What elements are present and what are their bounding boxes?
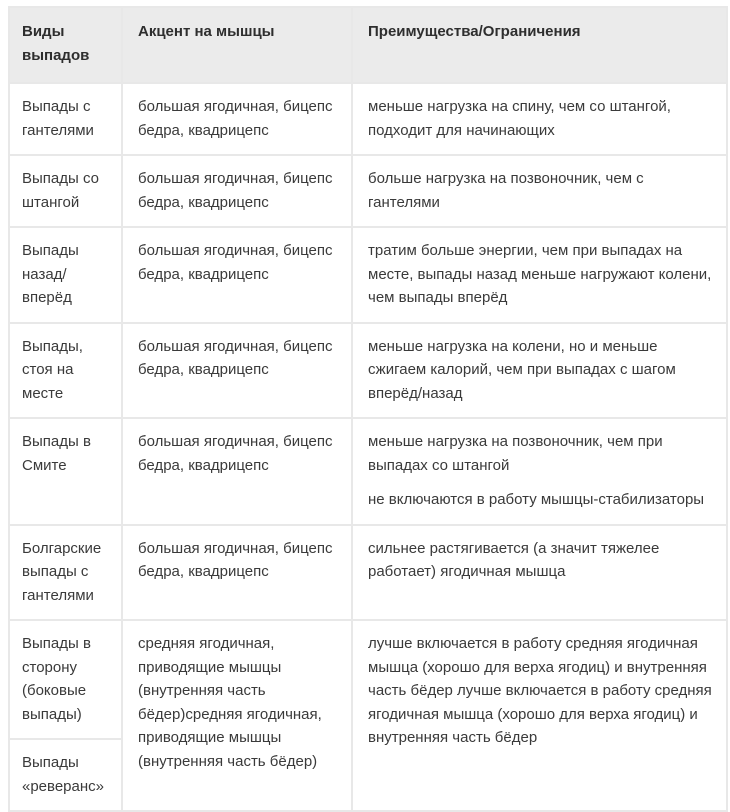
table-header-row bbox=[9, 7, 727, 83]
table-row bbox=[9, 227, 727, 323]
cell-target-muscles: большая ягодичная, бицепс бедра, квадрицепс bbox=[122, 323, 352, 419]
header-lunge-type: Виды выпадов bbox=[9, 7, 122, 83]
table-row bbox=[9, 620, 727, 739]
pros-cons-text: лучше включается в работу средняя ягодичная мышца (хорошо для верха ягодиц) и внутренняя часть бёдер лучше включается в работу средняя ягодичная мышца (хорошо для верха ягодиц) и внутренняя часть бёдер bbox=[368, 635, 712, 746]
cell-target-muscles: большая ягодичная, бицепс бедра, квадрицепс bbox=[122, 83, 352, 155]
cell-lunge-type: Выпады со штангой bbox=[9, 155, 122, 227]
pros-cons-text: меньше нагрузка на позвоночник, чем при выпадах со штангой bbox=[368, 433, 663, 474]
cell-lunge-type: Выпады назад/ вперёд bbox=[9, 227, 122, 323]
pros-cons-text: сильнее растягивается (а значит тяжелее работает) ягодичная мышца bbox=[368, 539, 660, 580]
cell-lunge-type: Выпады «реверанс» bbox=[9, 739, 122, 811]
pros-cons-text: меньше нагрузка на спину, чем со штангой, подходит для начинающих bbox=[368, 98, 671, 139]
table-row bbox=[9, 83, 727, 155]
cell-target-muscles: большая ягодичная, бицепс бедра, квадрицепс bbox=[122, 418, 352, 525]
cell-pros-cons bbox=[352, 323, 727, 419]
cell-target-muscles: большая ягодичная, бицепс бедра, квадрицепс bbox=[122, 155, 352, 227]
cell-lunge-type: Выпады в Смите bbox=[9, 418, 122, 525]
pros-cons-text: больше нагрузка на позвоночник, чем с гантелями bbox=[368, 170, 644, 211]
table-row bbox=[9, 418, 727, 525]
table-row bbox=[9, 155, 727, 227]
cell-pros-cons bbox=[352, 620, 727, 811]
cell-target-muscles: большая ягодичная, бицепс бедра, квадрицепс bbox=[122, 525, 352, 621]
table-row bbox=[9, 323, 727, 419]
lunges-table-container bbox=[8, 6, 726, 812]
header-target-muscles: Акцент на мышцы bbox=[122, 7, 352, 83]
pros-cons-text: меньше нагрузка на колени, но и меньше сжигаем калорий, чем при выпадах с шагом вперёд/назад bbox=[368, 337, 676, 402]
cell-target-muscles: большая ягодичная, бицепс бедра, квадрицепс bbox=[122, 227, 352, 323]
cell-pros-cons bbox=[352, 155, 727, 227]
header-pros-cons: Преимущества/Ограничения bbox=[352, 7, 727, 83]
lunges-comparison-table bbox=[8, 6, 728, 812]
cell-lunge-type: Болгарские выпады с гантелями bbox=[9, 525, 122, 621]
cell-pros-cons bbox=[352, 83, 727, 155]
pros-cons-text: тратим больше энергии, чем при выпадах на месте, выпады назад меньше нагружают колени, чем выпады вперёд bbox=[368, 242, 712, 306]
cell-lunge-type: Выпады в сторону (боковые выпады) bbox=[9, 620, 122, 739]
cell-pros-cons bbox=[352, 227, 727, 323]
cell-lunge-type: Выпады с гантелями bbox=[9, 83, 122, 155]
cell-pros-cons bbox=[352, 418, 727, 525]
cell-pros-cons bbox=[352, 525, 727, 621]
cell-target-muscles: средняя ягодичная, приводящие мышцы (внутренняя часть бёдер)средняя ягодичная, приводящие мышцы (внутренняя часть бёдер) bbox=[122, 620, 352, 811]
table-row bbox=[9, 525, 727, 621]
pros-cons-text: не включаются в работу мышцы-стабилизаторы bbox=[368, 491, 705, 508]
cell-lunge-type: Выпады, стоя на месте bbox=[9, 323, 122, 419]
